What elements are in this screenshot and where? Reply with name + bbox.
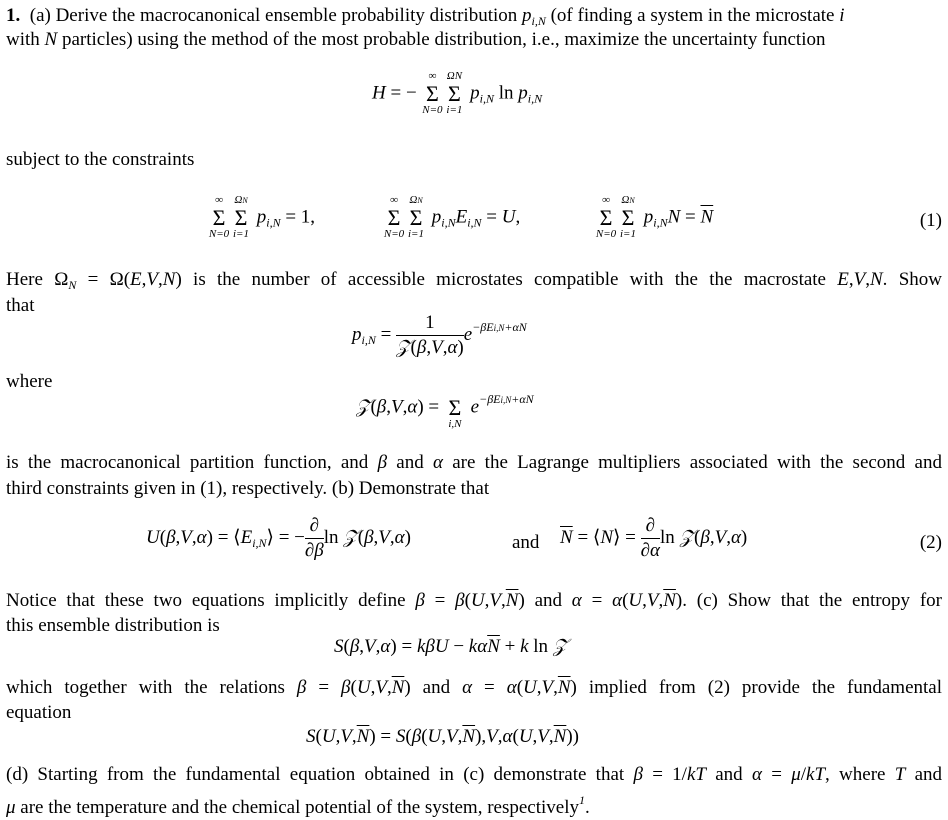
which-line-2: equation bbox=[6, 702, 72, 723]
probability-equation: $p_{i,N}$ = $\frac{1}{\text{𝒵(β,V,α)}}$ $e^{-\beta Ei,N+\alpha N}$ bbox=[352, 312, 527, 358]
partition-line-1: is the macrocanonical partition function, and β and α are the Lagrange multipliers associated with the second and bbox=[6, 452, 942, 473]
here-line-1: Here $\Omega_N = \Omega(E,V,N)$ is the number of accessible microstates compatible with the the macrostate E,V,N. Show bbox=[6, 269, 942, 292]
subject-to-text: subject to the constraints bbox=[6, 149, 195, 170]
intro-line-1: 1. (a) Derive the macrocanonical ensemble probability distribution $p_{i,N}$ (of finding a system in the microstate i bbox=[6, 5, 845, 28]
final-line-2: μ are the temperature and the chemical potential of the system, respectively$^1$. bbox=[6, 793, 590, 818]
and-text: and bbox=[512, 532, 540, 553]
problem-number: 1. bbox=[6, 5, 21, 26]
constraint-energy: Σ ∞ N=0 Σ ΩN i=1 $p_{i,N}E_{i,N} = U$, bbox=[383, 194, 521, 240]
notice-line-2: this ensemble distribution is bbox=[6, 615, 220, 636]
partition-function-equation: 𝒵(β,V,α) = Σ i,N $e^{-\beta Ei,N+\alpha N}$ bbox=[356, 392, 534, 430]
constraint-normalization: Σ ∞ N=0 Σ ΩN i=1 $p_{i,N} = 1$, bbox=[208, 194, 316, 240]
final-line-1: (d) Starting from the fundamental equation obtained in (c) demonstrate that β = 1/kT and α = μ/kT, where T and bbox=[6, 764, 943, 785]
notice-line-1: Notice that these two equations implicitly define $\beta = \beta(U,V,\overline{N})$ and $\alpha = \alpha(U,V,\overline{N})$. (c) Show that the entropy for bbox=[6, 590, 942, 611]
here-line-2: that bbox=[6, 295, 35, 316]
internal-energy-equation: $U(\beta,V,\alpha) = ⟨E_{i,N}⟩$ = − $\frac{\partial}{\partial\beta}$ ln 𝒵(β,V,α) bbox=[146, 515, 411, 561]
entropy-equation: $S(\beta,V,\alpha) = k\beta U - k\alpha\overline{N} + k$ ln 𝒵 bbox=[334, 636, 568, 657]
mean-particles-equation: $\overline{N}$ = ⟨N⟩ = $\frac{\partial}{\partial\alpha}$ ln 𝒵(β,V,α) bbox=[560, 515, 748, 561]
which-line-1: which together with the relations $\beta = \beta(U,V,\overline{N})$ and $\alpha = \alpha(U,V,\overline{N})$ implied from (2) provide the fundamental bbox=[6, 677, 943, 698]
partition-line-2: third constraints given in (1), respectively. (b) Demonstrate that bbox=[6, 478, 490, 499]
equation-number-1: (1) bbox=[919, 210, 942, 231]
where-text: where bbox=[6, 371, 53, 392]
fundamental-equation: $S(U,V,\overline{N}) = S(\beta(U,V,\overline{N}),V,\alpha(U,V,\overline{N}))$ bbox=[306, 726, 579, 747]
intro-line-2: with N particles) using the method of the most probable distribution, i.e., maximize the uncertainty function bbox=[6, 29, 826, 50]
footnote-mark: 1 bbox=[578, 793, 585, 807]
equation-number-2: (2) bbox=[919, 532, 942, 553]
constraint-particles: Σ ∞ N=0 Σ ΩN i=1 $p_{i,N}N = \overline{N}$ bbox=[595, 194, 714, 240]
uncertainty-equation: H = − Σ ∞ N=0 Σ ΩN i=1 $p_{i,N}$ $\ln p_{i,N}$ bbox=[372, 70, 543, 116]
